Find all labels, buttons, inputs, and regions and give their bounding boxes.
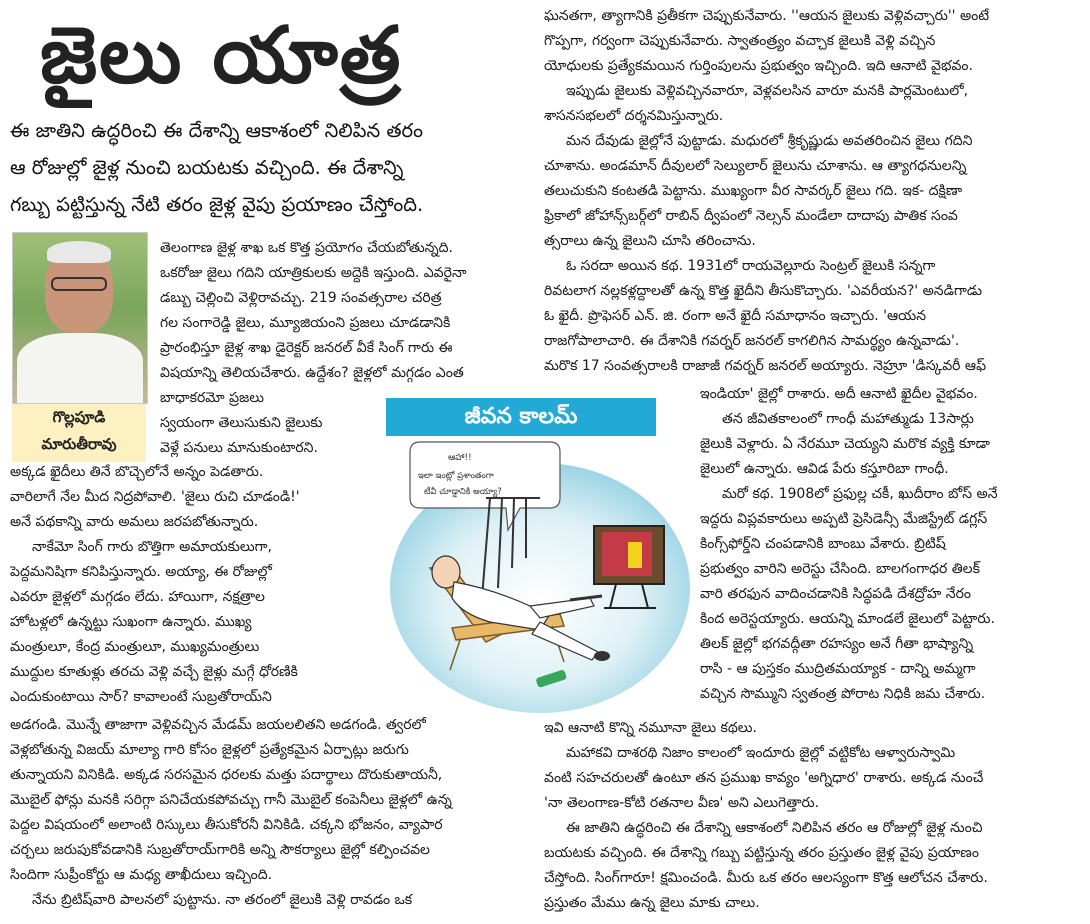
bubble-line-2: టీవీ చూడ్డానికి అయ్యా? (424, 487, 502, 497)
body-line: వెళ్లే పనులు మానుకుంటారని. (160, 440, 318, 456)
body-line: పెద్దల విషయంలో అలాంటి రిస్కులు తీసుకోరనీ వినికిడి. చక్కని భోజనం, వ్యాపార (10, 817, 443, 833)
column-2-bottom (544, 716, 1080, 916)
body-line: ఇప్పుడు జైలుకు వెళ్లివచ్చినవారూ, వెళ్లవలసిన వారూ మనకి పార్లమెంటులో, (566, 83, 969, 99)
body-line: రివటలాగ నల్లకళ్లద్దాలతో ఉన్న కొత్త ఖైదీని తీసుకొచ్చారు. 'ఎవరీయన?' అనడిగాడు (544, 283, 983, 299)
body-line: ఎందుకుంటాయి సార్? కావాలంటే సుబ్రతోరాయ్‌ని (10, 689, 272, 705)
body-line: స్వయంగా తెలుసుకుని జైలుకు (160, 415, 323, 431)
body-line: సిందిగా సుప్రీంకోర్టు ఆ మధ్య తాఖీదులు ఇచ్చింది. (10, 867, 273, 883)
body-line: నేను బ్రిటిష్‌వారి పాలనలో పుట్టాను. నా తరంలో జైలుకి వెళ్లి రావడం ఒక (32, 892, 413, 908)
standfirst-line: ఆ రోజుల్లో జైళ్ల నుంచి బయటకు వచ్చింది. ఈ దేశాన్ని (10, 156, 404, 179)
body-line: మహాకవి దాశరథి నిజాం కాలంలో ఇందూరు జైల్లో వట్టికోట ఆళ్వారుస్వామి (566, 745, 956, 761)
body-line: హోటళ్లలో ఉన్నట్టు సుఖంగా ఉన్నారు. ముఖ్య (10, 614, 252, 630)
body-line: చూశాను. అండమాన్ దీవులలో సెల్యులార్ జైలును చూశాను. ఆ త్యాగధనులన్ని (544, 158, 967, 174)
column-1-top (160, 236, 522, 386)
body-line: తిలక్ జైల్లో భగవద్గీతా రహస్యం అనే గీతా భాష్యాన్ని (700, 636, 974, 652)
body-line: విషయాన్ని తెలియచేశారు. ఉద్దేశం? జైళ్లలో మగ్గడం ఎంత (160, 365, 464, 381)
body-line: తలుచుకుని కంటతడి పెట్టాను. ముఖ్యంగా వీర సావర్కర్ జైలు గది. ఇక- దక్షిణా (544, 183, 963, 199)
body-line: అడగండి. మొన్నే తాజాగా వెళ్లివచ్చిన మేడమ్ జయలలితని అడగండి. త్వరలో (10, 717, 426, 733)
body-line: రాజగోపాలాచారి. ఈ దేశానికి గవర్నర్ జనరల్ కాగలిగిన సామర్థ్యం ఉన్నవాడు'. (544, 333, 960, 349)
body-line: పెద్దమనిషిగా కనిపిస్తున్నారు. అయ్యా, ఈ రోజుల్లో (10, 564, 272, 580)
bubble-line-1: ఇలా ఇంట్లో ప్రశాంతంగా (418, 471, 494, 481)
body-line: ముద్దుల కూతుళ్లు తరచు వెళ్లి వచ్చే జైళ్లు మగ్గే ధోరణికి (10, 664, 298, 680)
author-byline (12, 404, 146, 462)
body-line: బయటకు వచ్చింది. ఈ దేశాన్ని గబ్బు పట్టిస్తున్న తరం ప్రస్తుతం జైళ్ల వైపు ప్రయాణం (544, 845, 979, 861)
body-line: గల సంగారెడ్డి జైలు, మ్యూజియంని ప్రజలు చూడడానికి (160, 315, 451, 331)
body-line: ఒకరోజు జైలు గదిని యాత్రికులకు అద్దెకి ఇస్తుంది. ఎవరైనా (160, 265, 467, 281)
body-line: మొబైల్ ఫోన్లు మనకి సరిగ్గా పనిచేయకపోవచ్చు గానీ మొబైల్ కంపెనీలు జైళ్లలో ఉన్న (10, 792, 452, 808)
body-line: ఘనతగా, త్యాగానికి ప్రతీకగా చెప్పుకునేవారు. ''ఆయన జైలుకు వెళ్లివచ్చారు'' అంటే (544, 8, 990, 24)
body-line: బాధాకరమో ప్రజలు (160, 390, 264, 406)
body-line: తెలంగాణ జైళ్ల శాఖ ఒక కొత్త ప్రయోగం చేయబోతున్నది. (160, 240, 453, 256)
body-line: మరొక 17 సంవత్సరాలకి రాజాజీ గవర్నర్ జనరల్ అయ్యారు. నెహ్రూ 'డిస్కవరీ ఆఫ్ (544, 358, 987, 374)
body-line: కింగ్స్‌ఫోర్డ్‌ని చంపడానికి బాంబు వేశారు. బ్రిటిష్ (700, 536, 946, 552)
body-line: యోధులకు ప్రత్యేకమయిన గుర్తింపులను ప్రభుత్వం ఇచ్చింది. ఇది ఆనాటి వైభవం. (544, 58, 973, 74)
body-line: ప్రస్తుతం మేము ఉన్న జైలు మాకు చాలు. (544, 895, 760, 911)
body-line: నాకేమో సింగ్ గారు బొత్తిగా అమాయకులుగా, (32, 539, 272, 555)
column-1-narrow (160, 386, 380, 461)
column-2-narrow (700, 382, 1080, 707)
body-line: వచ్చిన సొమ్ముని స్వతంత్ర పోరాట నిధికి జమ చేశారు. (700, 686, 986, 702)
column-2-top (544, 4, 1080, 379)
body-line: చేస్తోంది. సింగ్‌గారూ! క్షమించండి. మీరు ఒక తరం ఆలస్యంగా కొత్త ఆలోచన చేశారు. (544, 870, 988, 886)
cartoon-illustration (390, 438, 710, 718)
author-last-name: మారుతీరావు (41, 435, 117, 453)
author-photo (12, 232, 148, 404)
body-line: ప్రభుత్వం వారిని అరెస్టు చేసింది. బాలగంగాధర తిలక్ (700, 561, 980, 577)
standfirst (10, 112, 530, 223)
author-first-name: గొల్లపూడి (52, 408, 106, 426)
body-line: మన దేవుడు జైల్లోనే పుట్టాడు. మధురలో శ్రీకృష్ణుడు అవతరించిన జైలు గదిని (566, 133, 973, 149)
body-line: అక్కడ ఖైదీలు తినే బొచ్చెలోనే అన్నం పెడతారు. (10, 464, 264, 480)
body-line: త్సరాలు ఉన్న జైలుని చూసి తరించాను. (544, 233, 756, 249)
body-line: ఇండియా' జైల్లో రాశారు. అదీ ఆనాటి ఖైదీల వైభవం. (700, 386, 978, 402)
body-line: అనే పథకాన్ని వారు అమలు జరపబోతున్నారు. (10, 514, 259, 530)
body-line: ఈ జాతిని ఉద్ధరించి ఈ దేశాన్ని ఆకాశంలో నిలిపిన తరం ఆ రోజుల్లో జైళ్ల నుంచి (566, 820, 983, 836)
body-line: రాసి - ఆ పుస్తకం ముద్రితమయ్యాక - దాన్ని అమ్మగా (700, 661, 976, 677)
body-line: వెళ్లబోతున్న విజయ్ మాల్యా గారి కోసం జైళ్లలో ప్రత్యేకమైన ఏర్పాట్లు జరుగు (10, 742, 409, 758)
body-line: శాసనసభలలో దర్శనమిస్తున్నారు. (544, 108, 724, 124)
body-line: తన జీవితకాలంలో గాంధీ మహాత్ముడు 13సార్లు (722, 411, 974, 427)
body-line: మరో కథ. 1908లో ప్రఫుల్ల చకీ, ఖుదీరాం బోస్ అనే (722, 486, 998, 502)
body-line: ఫ్రికాలో జోహాన్స్‌బర్గ్‌లో రాబిన్ ద్వీపంలో నెల్సన్ మండేలా దాదాపు పాతిక సంవ (544, 208, 958, 224)
body-line: తున్నాయని వినికిడి. అక్కడ సరసమైన ధరలకు మత్తు పదార్థాలు దొరుకుతాయనీ, (10, 767, 443, 783)
body-line: వారి తరఫున వాదించడానికి సిద్ధపడి దేశద్రోహ నేరం (700, 586, 971, 602)
body-line: మంత్రులూ, కేంద్ర మంత్రులూ, ముఖ్యమంత్రులు (10, 639, 260, 655)
body-line: వారిలాగే నేల మీద నిద్రపోవాలి. 'జైలు రుచి చూడండి!' (10, 489, 300, 505)
body-line: ప్రారంభిస్తూ జైళ్ల శాఖ డైరెక్టర్ జనరల్ వీకే సింగ్ గారు ఈ (160, 340, 453, 356)
standfirst-line: ఈ జాతిని ఉద్ధరించి ఈ దేశాన్ని ఆకాశంలో నిలిపిన తరం (10, 119, 424, 142)
column-box-title: జీవన కాలమ్ (386, 398, 656, 436)
body-line: ఎవరూ జైళ్లలో మగ్గడం లేదు. హాయిగా, నక్షత్రాల (10, 589, 265, 605)
column-1-middle (10, 460, 380, 710)
body-line: డబ్బు చెల్లించి వెళ్లిరావచ్చు. 219 సంవత్సరాల చరిత్ర (160, 290, 442, 306)
standfirst-line: గబ్బు పట్టిస్తున్న నేటి తరం జైళ్ల వైపు ప్రయాణం చేస్తోంది. (10, 193, 424, 216)
body-line: వంటి సహచరులతో ఉంటూ తన ప్రముఖ కావ్యం 'అగ్నిధార' రాశారు. అక్కడ నుంచే (544, 770, 984, 786)
bubble-exclaim: ఆహా!! (448, 453, 472, 463)
body-line: ఓ సరదా అయిన కథ. 1931లో రాయవెల్లూరు సెంట్రల్ జైలుకి సన్నగా (566, 258, 936, 274)
article-title: జైలు యాత్ర (40, 10, 403, 101)
column-1-bottom (10, 713, 530, 913)
body-line: జైలులో ఉన్నారు. ఆవిడ పేరు కస్తూరిబా గాంధీ. (700, 461, 949, 477)
body-line: జైలుకి వెళ్లారు. ఏ నేరమూ చెయ్యని మరొక వ్యక్తి కూడా (700, 436, 990, 452)
body-line: ఇద్దరు విప్లవకారులు అప్పటి ప్రెసిడెన్సీ మేజిస్ట్రేట్ డగ్లస్ (700, 511, 988, 527)
body-line: కింద అరెస్టయ్యారు. ఆయన్ని మాండలే జైలులో పెట్టారు. (700, 611, 995, 627)
body-line: ఇవి ఆనాటి కొన్ని నమూనా జైలు కథలు. (544, 720, 757, 736)
body-line: 'నా తెలంగాణ-కోటి రతనాల వీణ' అని ఎలుగెత్తారు. (544, 795, 820, 811)
body-line: ఓ ఖైదీ. ప్రొఫెసర్ ఎన్. జి. రంగా అనే ఖైదీ సమాధానం ఇచ్చారు. 'ఆయన (544, 308, 927, 324)
body-line: గొప్పగా, గర్వంగా చెప్పుకునేవారు. స్వాతంత్ర్యం వచ్చాక జైలుకి వెళ్లి వచ్చిన (544, 33, 936, 49)
body-line: చర్చలు జరుపుకోవడానికి సుబ్రతోరాయ్‌గారికి అన్ని సౌకర్యాలు జైల్లో కల్పించవల (10, 842, 430, 858)
